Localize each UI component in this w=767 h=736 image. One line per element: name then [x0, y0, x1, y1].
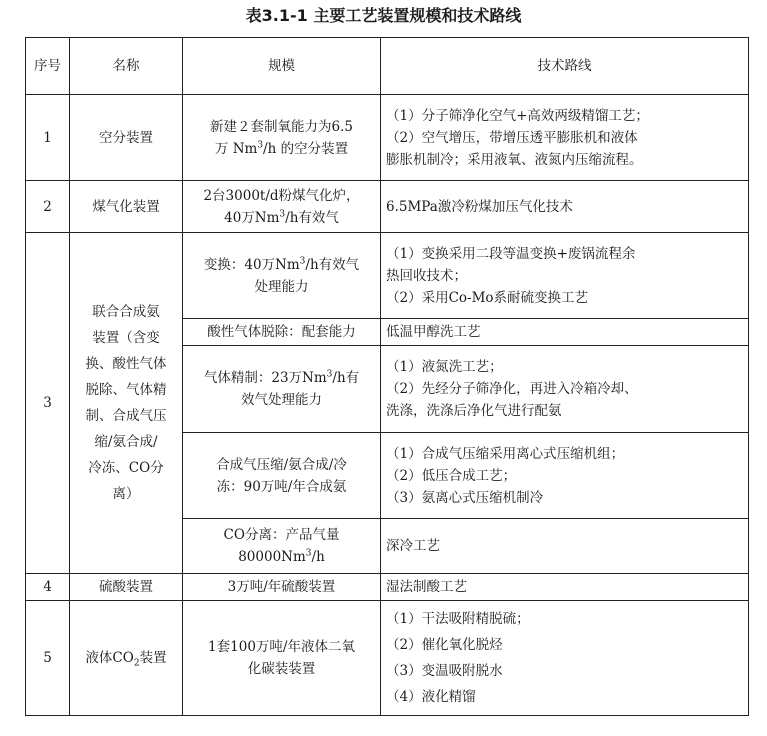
scale-text: 40万Nm	[224, 209, 280, 226]
process-units-table	[25, 37, 749, 716]
scale-line: 冻：90万吨/年合成氨	[216, 478, 347, 495]
superscript: 3	[305, 548, 312, 559]
table-row	[26, 181, 749, 233]
tech-line: （1）液氮洗工艺；	[386, 359, 503, 375]
row-scale	[183, 181, 381, 233]
scale-line: 新建２套制氧能力为6.5	[210, 118, 353, 135]
name-line: 离）	[112, 486, 140, 502]
superscript: 3	[279, 209, 286, 219]
superscript: 3	[257, 140, 264, 150]
header-tech: 技术路线	[381, 38, 749, 95]
scale-text: 80000Nm	[238, 549, 306, 565]
scale-line	[188, 207, 375, 229]
tech-line: （3）氨离心式压缩机制冷	[386, 489, 544, 506]
row-tech	[381, 233, 749, 319]
scale-line	[188, 138, 375, 160]
name-line: 装置（含变	[92, 330, 160, 346]
row-tech	[381, 95, 749, 181]
scale-text: /h	[311, 549, 325, 565]
row-tech: 深冷工艺	[381, 519, 749, 574]
row-no: 3	[26, 233, 70, 574]
subscript: 2	[133, 658, 140, 669]
scale-line: 1套100万吨/年液体二氧	[208, 639, 355, 655]
row-scale	[183, 95, 381, 181]
name-line: 冷冻、CO分	[88, 460, 164, 476]
scale-text: 万 Nm	[214, 140, 258, 157]
table-row	[26, 95, 749, 181]
scale-line	[188, 254, 375, 276]
name-text: 装置	[139, 650, 167, 666]
row-scale	[183, 233, 381, 319]
row-scale	[183, 346, 381, 433]
row-scale: 3万吨/年硫酸装置	[183, 574, 381, 601]
tech-line: （2）空气增压，带增压透平膨胀机和液体	[386, 129, 638, 146]
row-tech: 湿法制酸工艺	[381, 574, 749, 601]
name-line: 脱除、气体精	[85, 382, 167, 398]
row-name: 煤气化装置	[70, 181, 183, 233]
name-line: 换、酸性气体	[85, 356, 167, 372]
tech-line: （2）低压合成工艺；	[386, 467, 517, 484]
tech-line: （2）采用Co-Mo系耐硫变换工艺	[386, 289, 589, 306]
scale-text: /h有效气	[285, 209, 339, 226]
tech-line: 热回收技术；	[386, 267, 467, 284]
name-line: 联合合成氨	[92, 304, 160, 320]
header-name: 名称	[70, 38, 183, 95]
superscript: 3	[299, 256, 306, 266]
scale-line: 处理能力	[254, 278, 309, 295]
table-row	[26, 601, 749, 716]
tech-line: （1）变换采用二段等温变换+废锅流程余	[386, 245, 636, 262]
row-name	[70, 601, 183, 716]
tech-line: （1）合成气压缩采用离心式压缩机组；	[386, 445, 625, 462]
header-no	[26, 38, 70, 95]
row-no: 2	[26, 181, 70, 233]
tech-line: 洗涤，洗涤后净化气进行配氨	[386, 403, 562, 419]
table-header-row	[26, 38, 749, 95]
scale-line: 化碳装装置	[247, 661, 316, 677]
tech-line: （2）先经分子筛净化，再进入冷箱冷却、	[386, 381, 638, 397]
row-tech	[381, 601, 749, 716]
row-tech	[381, 433, 749, 519]
scale-line: 2台3000t/d粉煤气化炉，	[203, 187, 360, 204]
tech-line: （2）催化氧化脱烃	[386, 637, 503, 653]
superscript: 3	[326, 369, 333, 380]
row-tech: 6.5MPa激冷粉煤加压气化技术	[381, 181, 749, 233]
row-no: 1	[26, 95, 70, 181]
name-line: 制、合成气压	[85, 408, 167, 424]
row-no: 5	[26, 601, 70, 716]
header-scale: 规模	[183, 38, 381, 95]
scale-text: /h 的空分装置	[263, 140, 349, 157]
scale-text: /h有	[332, 370, 360, 386]
row-tech	[381, 346, 749, 433]
name-line: 缩/氨合成/	[94, 434, 158, 450]
row-scale	[183, 433, 381, 519]
table-row	[26, 574, 749, 601]
tech-line: （3）变温吸附脱水	[386, 663, 503, 679]
row-no: 4	[26, 574, 70, 601]
header-no-text: 序号	[34, 58, 61, 74]
table-title: 表3.1-1 主要工艺装置规模和技术路线	[245, 6, 522, 25]
name-text: 液体CO	[85, 650, 134, 666]
scale-line: 效气处理能力	[241, 392, 322, 408]
row-name: 硫酸装置	[70, 574, 183, 601]
row-name	[70, 233, 183, 574]
tech-line: （4）液化精馏	[386, 689, 476, 705]
table-row	[26, 233, 749, 319]
scale-text: /h有效气	[305, 256, 360, 273]
row-scale: 酸性气体脱除：配套能力	[183, 319, 381, 346]
row-name: 空分装置	[70, 95, 183, 181]
tech-line: （1）干法吸附精脱硫；	[386, 611, 530, 627]
tech-line: （1）分子筛净化空气+高效两级精馏工艺；	[386, 107, 649, 124]
row-tech: 低温甲醇洗工艺	[381, 319, 749, 346]
row-scale	[183, 601, 381, 716]
tech-line: 膨胀机制冷；采用液氧、液氮内压缩流程。	[386, 151, 643, 168]
scale-line: 合成气压缩/氨合成/冷	[216, 456, 347, 473]
scale-text: 气体精制：23万Nm	[203, 370, 327, 386]
scale-line	[188, 546, 375, 568]
row-scale	[183, 519, 381, 574]
scale-line: CO分离：产品气量	[223, 527, 340, 543]
scale-text: 变换：40万Nm	[203, 256, 300, 273]
scale-line	[188, 367, 375, 389]
